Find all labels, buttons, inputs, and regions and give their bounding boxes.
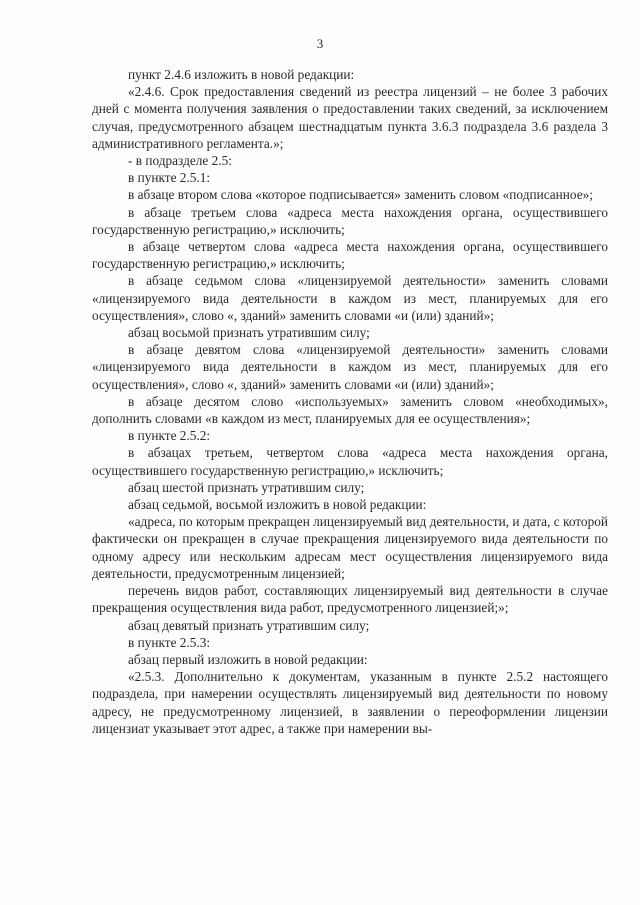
paragraph: абзац седьмой, восьмой изложить в новой редакции: [128,497,427,513]
paragraph: в абзаце девятом слова «лицензируемой деятельности» заменить словами «лицензируемого вида деятельности в каждом из мест, планируемых для его осуществления», слово «, зданий» заменить словами «и (или) зданий»; [92,342,608,392]
paragraph: абзац первый изложить в новой редакции: [128,651,368,667]
paragraph: в абзаце третьем слова «адреса места нахождения органа, осуществившего государственную регистрацию,» исключить; [92,204,608,237]
page-number: 3 [316,36,324,51]
paragraph: в абзацах третьем, четвертом слова «адреса места нахождения органа, осуществившего государственную регистрацию,» исключить; [92,445,608,478]
paragraph: абзац девятый признать утратившим силу; [128,617,370,633]
paragraph: - в подразделе 2.5: [128,153,232,169]
paragraph: в абзаце втором слова «которое подписывается» заменить словом «подписанное»; [128,187,593,203]
paragraph: в пункте 2.5.3: [128,634,211,650]
paragraph: «адреса, по которым прекращен лицензируемый вид деятельности, и дата, с которой фактически он прекращен в случае прекращения лицензируемого вида деятельности по одному адресу или нескольким адресам мест осуществления лицензируемого вида деятельности, предусмотренным лицензией; [92,514,608,581]
paragraph: абзац восьмой признать утратившим силу; [128,325,370,341]
paragraph: абзац шестой признать утратившим силу; [128,479,365,495]
paragraph: «2.5.3. Дополнительно к документам, указанным в пункте 2.5.2 настоящего подраздела, при намерении осуществлять лицензируемый вид деятельности по новому адресу, не предусмотренному лицензией, в заявлении о переоформлении лицензии лицензиат указывает этот адрес, а также при намерении вы- [92,669,608,736]
paragraph: в абзаце десятом слово «используемых» заменить словом «необходимых», дополнить словами «в каждом из мест, планируемых для ее осуществления»; [92,393,608,427]
paragraph: в абзаце четвертом слова «адреса места нахождения органа, осуществившего государственную регистрацию,» исключить; [92,239,608,272]
paragraph: «2.4.6. Срок предоставления сведений из реестра лицензий – не более 3 рабочих дней с момента получения заявления о предоставлении таких сведений, за исключением случая, предусмотренного абзацем шестнадцатым пункта 3.6.3 подраздела 3.6 раздела 3 административного регламента.»; [92,84,608,151]
paragraph: перечень видов работ, составляющих лицензируемый вид деятельности в случае прекращения осуществления вида работ, предусмотренного лицензией;»; [92,583,608,616]
paragraph: в абзаце седьмом слова «лицензируемой деятельности» заменить словами «лицензируемого вида деятельности в каждом из мест, планируемых для его осуществления», слово «, зданий» заменить словами «и (или) зданий»; [92,273,608,323]
paragraph: в пункте 2.5.1: [128,170,211,186]
paragraph: пункт 2.4.6 изложить в новой редакции: [128,67,355,82]
document-body [92,66,608,737]
paragraph: в пункте 2.5.2: [128,428,211,444]
